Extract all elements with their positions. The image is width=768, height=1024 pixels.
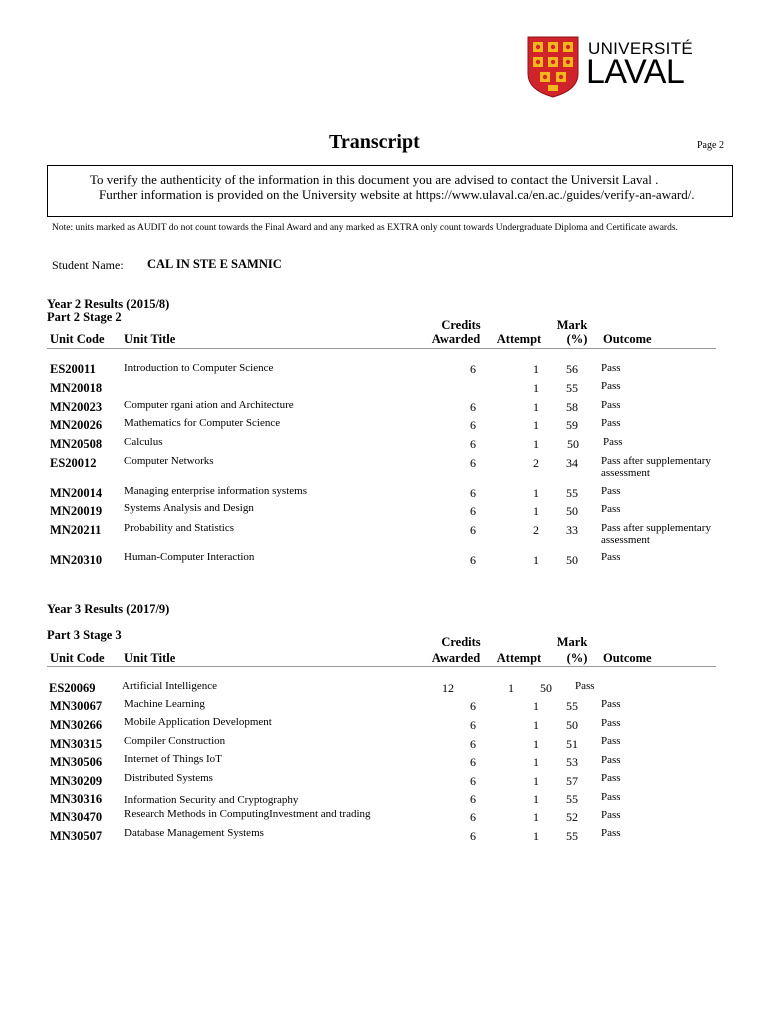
outcome: Pass [575,680,595,692]
unit-code: MN20018 [50,381,103,395]
outcome: Pass [601,503,621,515]
attempt: 1 [533,362,539,376]
verify-line1: To verify the authenticity of the information in this document you are advised to contact the Universit Laval . [90,172,659,187]
audit-note: Note: units marked as AUDIT do not count towards the Final Award and any marked as EXTRA only count towards Undergraduate Diploma and Certificate awards. [52,223,678,233]
attempt: 1 [533,381,539,395]
page-number: Page 2 [697,140,724,151]
mark: 55 [566,486,578,500]
col-unit-code: Unit Code [50,651,105,665]
mark: 51 [566,737,578,751]
col-credits-2: Awarded [431,332,481,346]
outcome: Pass after supplementary [601,455,711,467]
mark: 50 [567,437,579,451]
logo-line1: UNIVERSITÉ [588,39,694,58]
student-name: CAL IN STE E SAMNIC [147,257,282,271]
crest-icon [527,36,579,98]
header-rule [47,348,716,349]
col-unit-code: Unit Code [50,332,105,346]
unit-title: Compiler Construction [124,735,226,747]
outcome: Pass [601,698,621,710]
attempt: 1 [533,699,539,713]
mark: 57 [566,774,578,788]
outcome: Pass after supplementary [601,522,711,534]
attempt: 1 [508,681,514,695]
unit-title: Systems Analysis and Design [124,502,254,514]
attempt: 1 [533,437,539,451]
col-outcome: Outcome [603,651,652,665]
unit-title: Information Security and Cryptography [124,794,299,806]
mark: 52 [566,810,578,824]
outcome: Pass [603,436,623,448]
col-outcome: Outcome [603,332,652,346]
col-attempt: Attempt [496,332,542,346]
credits: 6 [470,810,476,824]
unit-code: MN30315 [50,737,103,751]
credits: 6 [470,400,476,414]
unit-title: Distributed Systems [124,772,213,784]
unit-code: MN30316 [50,792,103,806]
unit-code: ES20011 [50,362,96,376]
attempt: 2 [533,523,539,537]
verify-line2: Further information is provided on the University website at https://www.ulaval.ca/en.ac./guides/verify-an-award/. [99,187,695,202]
unit-code: MN30507 [50,829,103,843]
unit-title: Mathematics for Computer Science [124,417,281,429]
credits: 6 [470,456,476,470]
unit-title: Research Methods in ComputingInvestment and trading [124,808,371,820]
attempt: 1 [533,829,539,843]
credits: 6 [470,829,476,843]
unit-title: Introduction to Computer Science [124,362,274,374]
unit-title: Database Management Systems [124,827,264,839]
mark: 56 [566,362,578,376]
col-credits-1: Credits [441,635,481,649]
unit-title: Internet of Things IoT [124,753,222,765]
outcome: Pass [601,417,621,429]
unit-code: MN20023 [50,400,103,414]
outcome: Pass [601,485,621,497]
credits: 6 [470,737,476,751]
outcome: Pass [601,362,621,374]
attempt: 1 [533,553,539,567]
credits: 6 [470,486,476,500]
outcome: Pass [601,772,621,784]
unit-code: MN20014 [50,486,103,500]
page-title: Transcript [329,131,420,153]
outcome: Pass [601,754,621,766]
col-mark-2: (%) [566,332,588,346]
mark: 58 [566,400,578,414]
col-mark-2: (%) [566,651,588,665]
unit-title: Computer Networks [124,455,214,467]
col-mark-1: Mark [556,635,588,649]
mark: 50 [566,504,578,518]
unit-code: MN20508 [50,437,103,451]
mark: 59 [566,418,578,432]
credits: 12 [442,681,454,695]
unit-title: Calculus [124,436,163,448]
year3-stage: Part 3 Stage 3 [47,628,122,642]
credits: 6 [470,362,476,376]
unit-code: MN20310 [50,553,103,567]
outcome: Pass [601,717,621,729]
attempt: 1 [533,418,539,432]
attempt: 1 [533,718,539,732]
unit-code: ES20012 [50,456,97,470]
attempt: 1 [533,792,539,806]
unit-title: Probability and Statistics [124,522,234,534]
attempt: 1 [533,810,539,824]
unit-title: Managing enterprise information systems [124,485,307,497]
year2-stage: Part 2 Stage 2 [47,310,122,324]
unit-code: MN20211 [50,523,102,537]
credits: 6 [470,755,476,769]
credits: 6 [470,553,476,567]
mark: 50 [566,553,578,567]
attempt: 1 [533,400,539,414]
attempt: 1 [533,755,539,769]
attempt: 1 [533,504,539,518]
unit-title: Mobile Application Development [124,716,272,728]
header-rule [47,666,716,667]
student-name-label: Student Name: [52,258,124,272]
attempt: 2 [533,456,539,470]
col-unit-title: Unit Title [124,332,176,346]
unit-code: ES20069 [49,681,96,695]
mark: 50 [540,681,552,695]
year2-heading: Year 2 Results (2015/8) [47,297,170,311]
col-mark-1: Mark [556,318,588,332]
col-credits-1: Credits [441,318,481,332]
verification-notice [47,165,733,217]
unit-title: Artificial Intelligence [122,680,217,692]
outcome: Pass [601,551,621,563]
credits: 6 [470,792,476,806]
col-attempt: Attempt [496,651,542,665]
attempt: 1 [533,486,539,500]
mark: 50 [566,718,578,732]
outcome-continued: assessment [601,467,650,479]
unit-title: Machine Learning [124,698,205,710]
unit-code: MN20026 [50,418,103,432]
mark: 55 [566,829,578,843]
mark: 33 [566,523,578,537]
attempt: 1 [533,737,539,751]
outcome: Pass [601,791,621,803]
unit-code: MN20019 [50,504,103,518]
unit-title: Human-Computer Interaction [124,551,255,563]
outcome: Pass [601,380,621,392]
outcome: Pass [601,827,621,839]
mark: 53 [566,755,578,769]
unit-code: MN30470 [50,810,103,824]
attempt: 1 [533,774,539,788]
logo-line2: LAVAL [586,53,685,91]
unit-code: MN30209 [50,774,103,788]
outcome: Pass [601,399,621,411]
year3-heading: Year 3 Results (2017/9) [47,602,170,616]
mark: 55 [566,699,578,713]
unit-title: Computer rgani ation and Architecture [124,399,294,411]
unit-code: MN30067 [50,699,103,713]
credits: 6 [470,418,476,432]
credits: 6 [470,718,476,732]
mark: 34 [566,456,578,470]
unit-code: MN30506 [50,755,103,769]
mark: 55 [566,792,578,806]
credits: 6 [470,699,476,713]
mark: 55 [566,381,578,395]
unit-code: MN30266 [50,718,103,732]
credits: 6 [470,523,476,537]
credits: 6 [470,504,476,518]
credits: 6 [470,437,476,451]
col-credits-2: Awarded [431,651,481,665]
outcome: Pass [601,809,621,821]
credits: 6 [470,774,476,788]
university-logo [527,36,693,100]
outcome: Pass [601,735,621,747]
col-unit-title: Unit Title [124,651,176,665]
outcome-continued: assessment [601,534,650,546]
